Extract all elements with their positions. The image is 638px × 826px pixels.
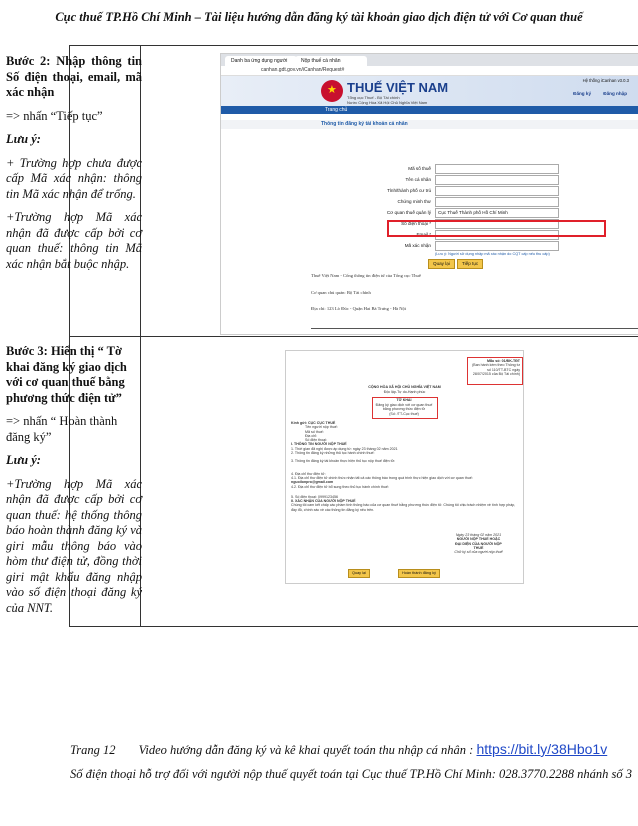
tax-office-input[interactable]: Cục Thuế Thành phố Hồ Chí Minh: [435, 208, 559, 218]
verification-code-input[interactable]: [435, 241, 559, 251]
step2-text: [6, 54, 142, 280]
form-row: Cơ quan thuế quản lý Cục Thuế Thành phố Hồ Chí Minh: [341, 208, 638, 219]
browser-tab-2[interactable]: Nộp thuế cá nhân: [295, 56, 367, 66]
browser-tab-1[interactable]: Danh ba ứng dụng người: [225, 56, 297, 66]
site-footer-line3: Địa chỉ: 123 Lò Đúc - Quận Hai Bà Trưng - Hà Nội: [311, 306, 407, 311]
browser-address-bar[interactable]: canhan.gdt.gov.vn/iCanhan/Request#: [221, 66, 638, 76]
page-footer: [70, 741, 607, 758]
nav-home[interactable]: Trang chủ: [325, 107, 348, 113]
form-row: Chứng minh thư: [341, 197, 638, 208]
form-row: Mã số thuế: [341, 164, 638, 175]
name-input[interactable]: [435, 175, 559, 185]
site-footer-line2: Cơ quan chủ quản: Bộ Tài chính: [311, 290, 371, 295]
footer-separator: [311, 328, 638, 329]
video-guide-link[interactable]: https://bit.ly/38Hbo1v: [476, 741, 608, 757]
doc-title: TỜ KHAI: [396, 398, 412, 402]
registration-form: [341, 164, 638, 252]
page-header: Cục thuế TP.Hồ Chí Minh – Tài liệu hướng dẫn đăng ký tài khoản giao dịch điện tử với Cơ quan thuế: [55, 10, 583, 24]
step2-note2: +Trường hợp Mã xác nhận đã được cấp bởi cơ quan thuế: thông tin Mã xác nhận bắt buộc nhập.: [6, 210, 142, 271]
form-row: Tỉnh/thành phố cư trú: [341, 186, 638, 197]
verification-hint: (Lưu ý: Người sử dụng nhập mã xác nhận do CQT cấp nếu thu cấp): [435, 252, 550, 256]
province-input[interactable]: [435, 186, 559, 196]
step3-action: => nhấn “ Hoàn thành đăng ký”: [6, 414, 118, 444]
site-banner: [221, 76, 638, 106]
national-emblem-icon: [321, 80, 343, 102]
register-link[interactable]: Đăng nhập: [603, 91, 627, 96]
form-row: Email *: [341, 230, 638, 241]
republic-heading: CỘNG HÒA XÃ HỘI CHỦ NGHĨA VIỆT NAM: [368, 385, 441, 389]
step2-title: Bước 2: Nhập thông tin Số điện thoại, email, mã xác nhận: [6, 54, 142, 99]
step2-note1: + Trường hợp chưa được cấp Mã xác nhận: thông tin Mã xác nhận để trống.: [6, 155, 142, 201]
step3-note-label: Lưu ý:: [6, 453, 41, 467]
step3-note1: +Trường hợp Mã xác nhận đã được cấp bởi cơ quan thuế: hệ thống thông báo hoàn thành đăng ký và giri mẫu thông báo vào hòm thư điện tử, đồng thời giri mật khẩu đăng nhập vào số điện thoại đăng ký của NNT.: [6, 476, 142, 615]
system-version: Hệ thống iCanhan v3.0.3: [582, 78, 629, 83]
video-guide-text: Video hướng dẫn đăng ký và kê khai quyết toán thu nhập cá nhân :: [138, 743, 474, 757]
doc-subtitle: Đăng ký giao dịch với cơ quan thuế bằng phương thức điện tử (Số: /TT-Cục thuế): [375, 403, 433, 416]
signature-block: Ngày 23 tháng 02 năm 2021 NGƯỜI NỘP THUẾ HOẶC ĐẠI DIỆN CỦA NGƯỜI NỘP THUẾ Chữ ký số của người nộp thuế: [454, 533, 503, 555]
browser-tab-bar: [221, 54, 638, 66]
section-title: Thông tin đăng ký tài khoản cá nhân: [221, 120, 638, 129]
step3-title: Bước 3: Hiển thị “ Tờ khai đăng ký giao dịch với cơ quan thuế bằng phương thức điện tử”: [6, 344, 127, 405]
step3-text: [6, 344, 142, 624]
site-nav: [221, 106, 638, 114]
step2-note-label: Lưu ý:: [6, 132, 41, 146]
site-brand: THUẾ VIỆT NAM: [347, 80, 449, 95]
back-button[interactable]: Quay lại: [428, 259, 455, 269]
site-brand-subtitle: Tổng cục Thuế - Bộ Tài chính Nước Cộng Hòa Xã Hội Chủ Nghĩa Việt Nam: [347, 95, 428, 105]
tin-input[interactable]: [435, 164, 559, 174]
verification-highlight-box: [387, 220, 606, 237]
screenshot-registration-form: [220, 53, 638, 335]
form-row: Tên cá nhân: [341, 175, 638, 186]
continue-button[interactable]: Tiếp tục: [457, 259, 483, 269]
step2-action: => nhấn “Tiếp tục”: [6, 108, 103, 123]
declaration-body: Kính gửi: CỤC CỤC THUẾ Tên người nộp thuế: Mã số thuế: Địa chỉ: Số điện thoại: I. THÔNG TIN NGƯỜI NỘP THUẾ 1. Thời gian đã nghị được áp dụng từ: ngày 23 tháng 02 năm 2021 2. Thông tin đăng ký những thủ tục hành chính thuế: 3. Thông tin đăng ký tài khoản thực hiện thủ tục nộp thuế điện tử: 4. Địa chỉ thư điện tử: 4.1. Địa chỉ thư điện tử chính thức nhận tất cả các thông báo trong quá trình thực hiện giao dịch với cơ quan thuế: nguoilonpro@gmail.com 4.2. Địa chỉ thư điện tử bổ sung theo thủ tục hành chính thuế: 5. Số điện thoại: 0999123456 II. XÁC NHẬN CỦA NGƯỜI NỘP THUẾ Chúng tôi cam kết chấp các phầm tính thông báo của cơ quan thuế bằng phương thức điện tử. Chúng tôi chịu trách nhiệm về tính hợp pháp, đầy đủ, chính xác về các thông tin đăng ký nêu trên.: [291, 421, 516, 512]
back-button[interactable]: Quay lại: [348, 569, 370, 578]
form-number: Mẫu số: 01/ĐK-TĐT (Ban hành kèm theo Thông tư số 110/TT-BTC ngày 28/07/2015 của Bộ Tài chính): [472, 359, 520, 376]
login-link[interactable]: Đăng ký: [573, 91, 591, 96]
hotline-text: Số điện thoại hỗ trợ đối với người nộp thuế quyết toán tại Cục thuế TP.Hồ Chí Minh: 028.3770.2288 nhánh số 3: [70, 767, 632, 781]
id-card-input[interactable]: [435, 197, 559, 207]
screenshot-declaration-form: [285, 350, 524, 584]
form-row: Mã xác nhận: [341, 241, 638, 252]
form-row: Số điện thoại *: [341, 219, 638, 230]
finish-registration-button[interactable]: Hoàn thành đăng ký: [398, 569, 440, 578]
page-number: Trang 12: [70, 743, 116, 757]
site-footer-line1: Thuế Việt Nam - Cổng thông tin điện tử của Tổng cục Thuế: [311, 273, 421, 278]
motto: Độc lập-Tự do-Hạnh phúc: [383, 390, 426, 394]
